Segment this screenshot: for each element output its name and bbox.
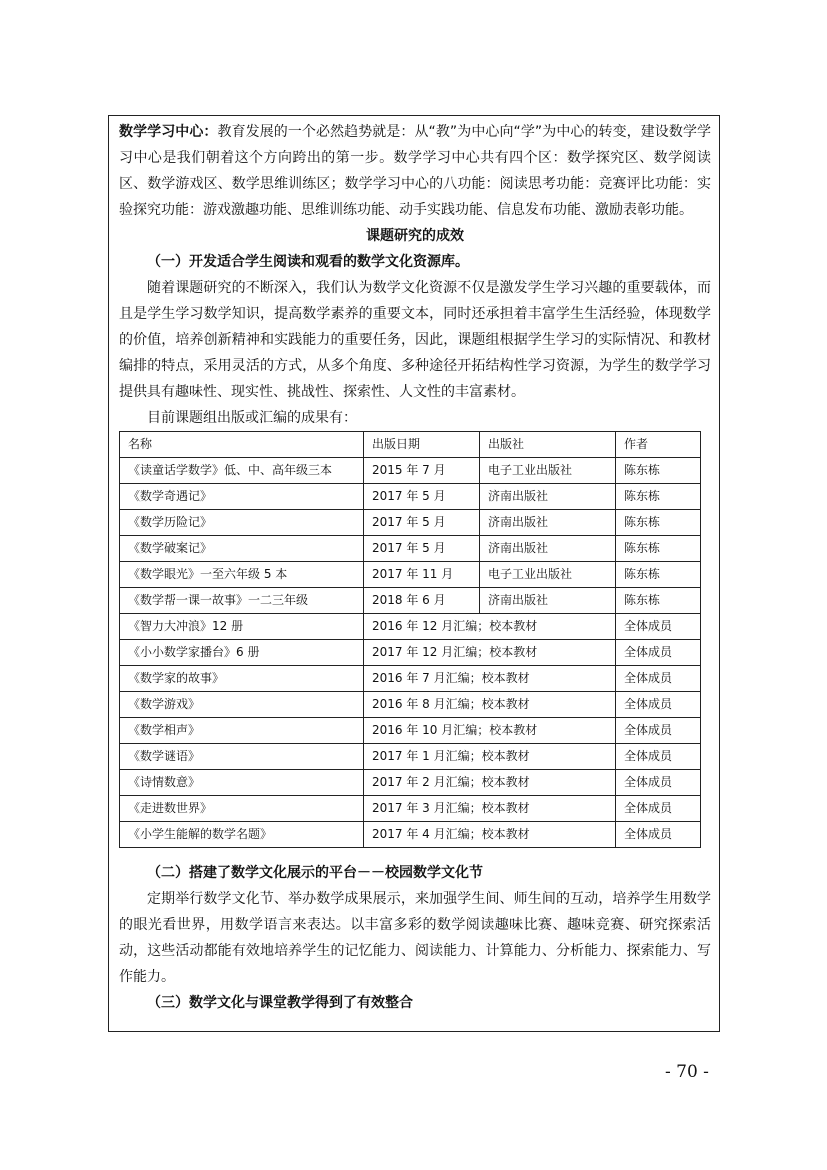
table-cell: 济南出版社	[480, 588, 616, 614]
table-row	[120, 744, 701, 770]
table-cell: 《数学奇遇记》	[120, 484, 364, 510]
table-cell: 《数学破案记》	[120, 536, 364, 562]
table-cell: 电子工业出版社	[480, 562, 616, 588]
table-cell: 2016 年 12 月汇编；校本教材	[364, 614, 616, 640]
section-title: 课题研究的成效	[366, 228, 464, 244]
table-cell: 济南出版社	[480, 510, 616, 536]
table-row	[120, 640, 701, 666]
table-header-row	[120, 432, 701, 458]
table-cell: 《数学谜语》	[120, 744, 364, 770]
table-cell: 《数学帮一课一故事》一二三年级	[120, 588, 364, 614]
table-cell: 《读童话学数学》低、中、高年级三本	[120, 458, 364, 484]
table-cell: 2018 年 6 月	[364, 588, 480, 614]
table-row	[120, 484, 701, 510]
table-cell: 《数学眼光》一至六年级 5 本	[120, 562, 364, 588]
table-cell: 全体成员	[616, 614, 701, 640]
table-cell: 《诗情数意》	[120, 770, 364, 796]
intro-paragraph	[119, 119, 711, 223]
table-cell: 2017 年 1 月汇编；校本教材	[364, 744, 616, 770]
table-cell: 济南出版社	[480, 536, 616, 562]
table-cell: 陈东栋	[616, 536, 701, 562]
table-row	[120, 458, 701, 484]
intro-text: 教育发展的一个必然趋势就是：从“教”为中心向“学”为中心的转变，建设数学学习中心是我们朝着这个方向跨出的第一步。数学学习中心共有四个区：数学探究区、数学阅读区、数学游戏区、数学思维训练区；数学学习中心的八功能：阅读思考功能：竞赛评比功能：实验探究功能：游戏激趣功能、思维训练功能、动手实践功能、信息发布功能、激励表彰功能。	[119, 124, 712, 218]
table-cell: 《小学生能解的数学名题》	[120, 822, 364, 848]
table-cell: 2017 年 5 月	[364, 536, 480, 562]
table-row	[120, 692, 701, 718]
results-table	[119, 431, 701, 848]
table-row	[120, 666, 701, 692]
table-cell: 电子工业出版社	[480, 458, 616, 484]
table-row	[120, 588, 701, 614]
table-cell: 陈东栋	[616, 510, 701, 536]
table-cell: 全体成员	[616, 718, 701, 744]
table-cell: 2016 年 8 月汇编；校本教材	[364, 692, 616, 718]
table-cell: 全体成员	[616, 640, 701, 666]
table-row	[120, 614, 701, 640]
table-row	[120, 796, 701, 822]
table-cell: 《走进数世界》	[120, 796, 364, 822]
table-cell: 《数学游戏》	[120, 692, 364, 718]
table-cell: 《数学相声》	[120, 718, 364, 744]
table-cell: 全体成员	[616, 822, 701, 848]
page-number: - 70 -	[665, 1062, 709, 1082]
table-row	[120, 822, 701, 848]
table-cell: 全体成员	[616, 692, 701, 718]
table-cell: 全体成员	[616, 770, 701, 796]
table-cell: 2017 年 11 月	[364, 562, 480, 588]
table-cell: 2017 年 2 月汇编；校本教材	[364, 770, 616, 796]
header-cell: 出版日期	[364, 432, 480, 458]
content-body	[119, 116, 711, 1016]
table-cell: 陈东栋	[616, 562, 701, 588]
table-cell: 全体成员	[616, 796, 701, 822]
table-intro: 目前课题组出版或汇编的成果有：	[147, 410, 357, 426]
table-row	[120, 718, 701, 744]
table-row	[120, 770, 701, 796]
table-cell: 全体成员	[616, 666, 701, 692]
table-row	[120, 562, 701, 588]
table-cell: 2016 年 10 月汇编；校本教材	[364, 718, 616, 744]
table-cell: 《小小数学家播台》6 册	[120, 640, 364, 666]
table-cell: 陈东栋	[616, 588, 701, 614]
sub3-heading: （三）数学文化与课堂教学得到了有效整合	[147, 995, 413, 1011]
table-row	[120, 510, 701, 536]
table-cell: 济南出版社	[480, 484, 616, 510]
table-cell: 2017 年 12 月汇编；校本教材	[364, 640, 616, 666]
table-cell: 2017 年 4 月汇编；校本教材	[364, 822, 616, 848]
table-cell: 2017 年 5 月	[364, 510, 480, 536]
header-cell: 出版社	[480, 432, 616, 458]
table-row	[120, 536, 701, 562]
table-cell: 陈东栋	[616, 458, 701, 484]
table-cell: 2015 年 7 月	[364, 458, 480, 484]
table-cell: 陈东栋	[616, 484, 701, 510]
sub1-paragraph: 随着课题研究的不断深入，我们认为数学文化资源不仅是激发学生学习兴趣的重要载体，而且是学生学习数学知识，提高数学素养的重要文本，同时还承担着丰富学生生活经验，体现数学的价值，培养创新精神和实践能力的重要任务，因此，课题组根据学生学习的实际情况、和教材编排的特点，采用灵活的方式，从多个角度、多种途径开拓结构性学习资源，为学生的数学学习提供具有趣味性、现实性、挑战性、探索性、人文性的丰富素材。	[119, 280, 711, 400]
header-cell: 名称	[120, 432, 364, 458]
table-cell: 2016 年 7 月汇编；校本教材	[364, 666, 616, 692]
table-cell: 全体成员	[616, 744, 701, 770]
table-cell: 《智力大冲浪》12 册	[120, 614, 364, 640]
sub2-paragraph: 定期举行数学文化节、举办数学成果展示，来加强学生间、师生间的互动，培养学生用数学的眼光看世界，用数学语言来表达。以丰富多彩的数学阅读趣味比赛、趣味竞赛、研究探索活动，这些活动都能有效地培养学生的记忆能力、阅读能力、计算能力、分析能力、探索能力、写作能力。	[119, 891, 711, 985]
table-cell: 2017 年 5 月	[364, 484, 480, 510]
content-frame	[108, 115, 720, 1032]
sub2-heading: （二）搭建了数学文化展示的平台－－校园数学文化节	[147, 865, 483, 881]
intro-label: 数学学习中心：	[119, 124, 218, 140]
table-cell: 《数学历险记》	[120, 510, 364, 536]
table-cell: 《数学家的故事》	[120, 666, 364, 692]
table-cell: 2017 年 3 月汇编；校本教材	[364, 796, 616, 822]
header-cell: 作者	[616, 432, 701, 458]
sub1-heading: （一）开发适合学生阅读和观看的数学文化资源库。	[147, 254, 469, 270]
